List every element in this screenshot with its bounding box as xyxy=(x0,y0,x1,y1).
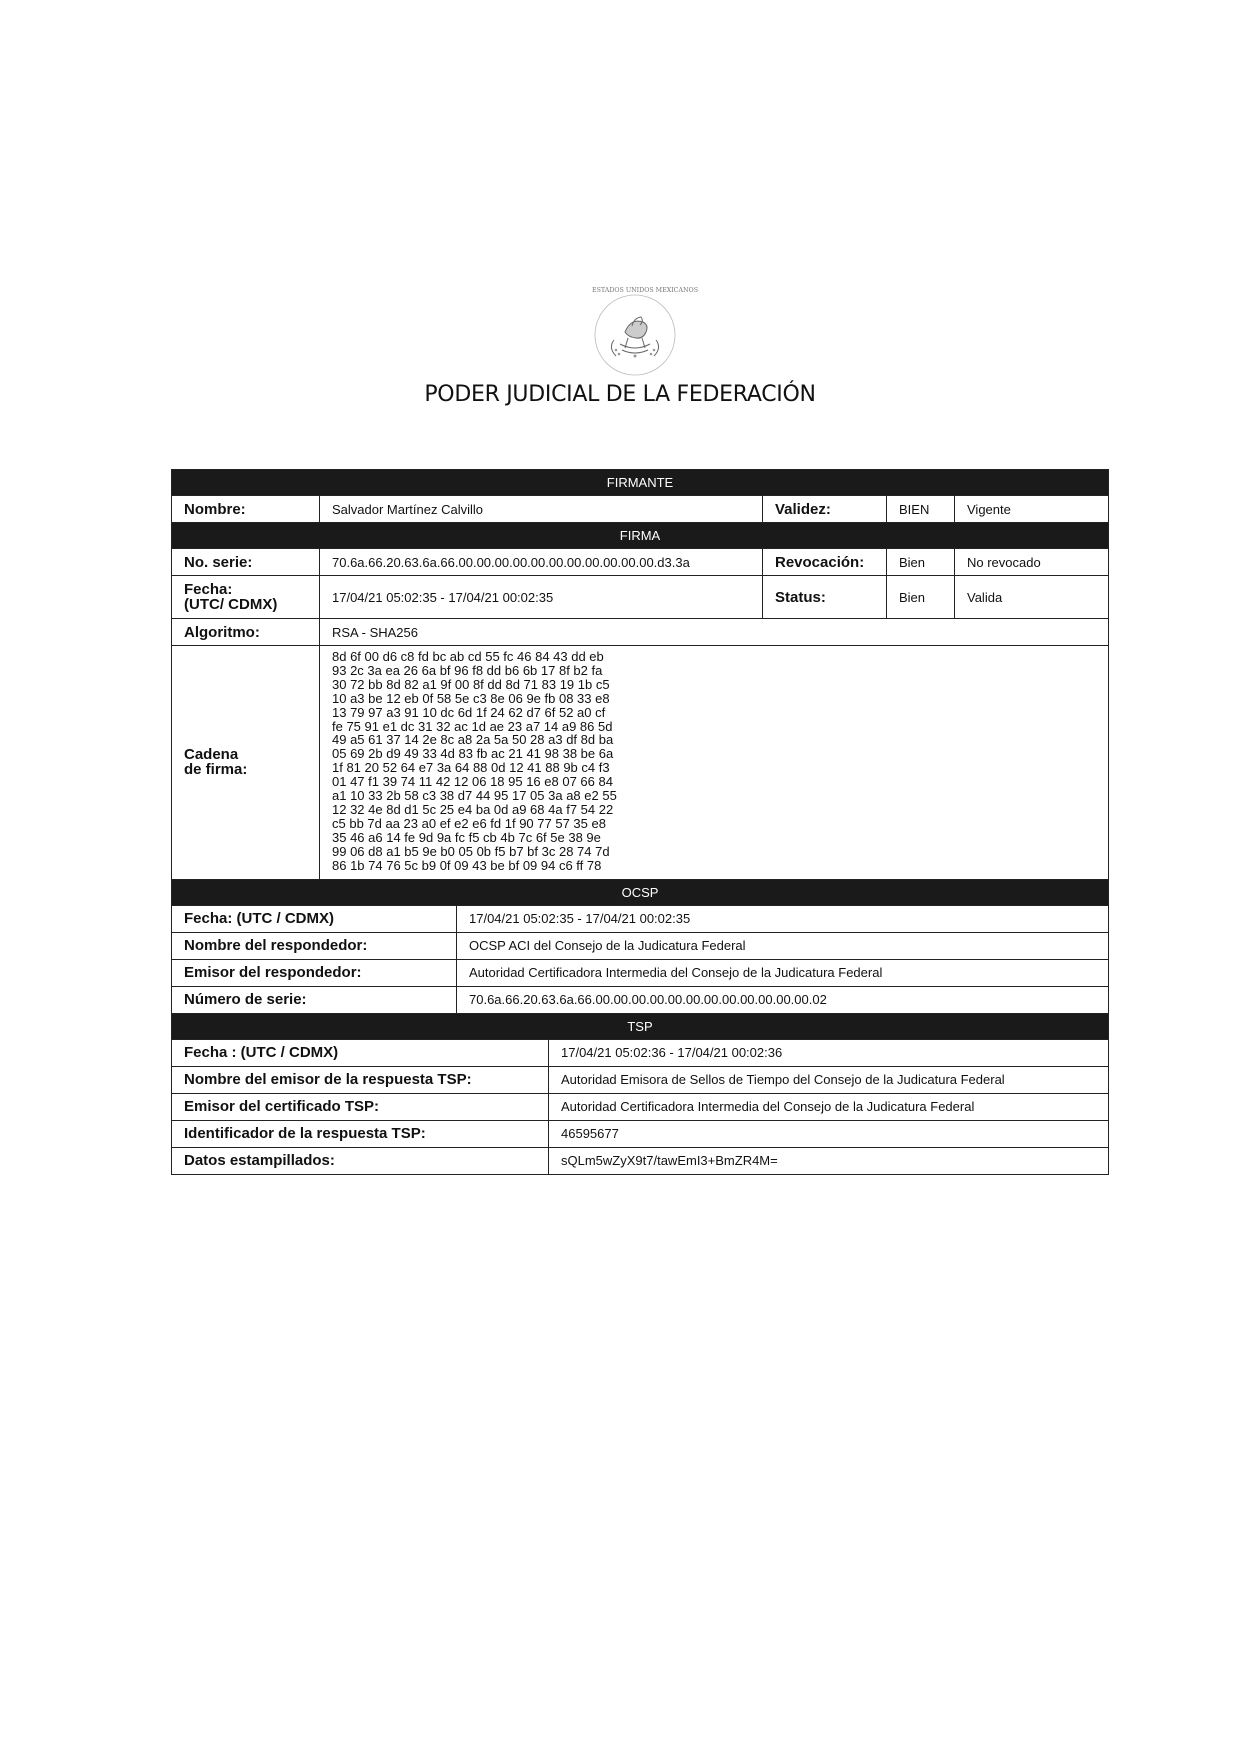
ocsp-nombre-value: OCSP ACI del Consejo de la Judicatura Federal xyxy=(457,932,1109,959)
hex-line: 35 46 a6 14 fe 9d 9a fc f5 cb 4b 7c 6f 5e 38 9e xyxy=(332,829,601,845)
tsp-nombre-label: Nombre del emisor de la respuesta TSP: xyxy=(172,1066,549,1093)
ocsp-fecha-value: 17/04/21 05:02:35 - 17/04/21 00:02:35 xyxy=(457,905,1109,932)
validez-value: Vigente xyxy=(955,496,1109,523)
serie-value: 70.6a.66.20.63.6a.66.00.00.00.00.00.00.00.00.00.00.00.d3.3a xyxy=(320,549,763,576)
hex-line: 93 2c 3a ea 26 6a bf 96 f8 dd b6 6b 17 8f b2 fa xyxy=(332,662,603,678)
hex-line: 99 06 d8 a1 b5 9e b0 05 0b f5 b7 bf 3c 28 74 7d xyxy=(332,843,610,859)
hex-line: 30 72 bb 8d 82 a1 9f 00 8f dd 8d 71 83 19 1b c5 xyxy=(332,676,610,692)
tsp-emisor-value: Autoridad Certificadora Intermedia del Consejo de la Judicatura Federal xyxy=(549,1093,1109,1120)
table-row xyxy=(172,932,1109,959)
hex-line: 10 a3 be 12 eb 0f 58 5e c3 8e 06 9e fb 08 33 e8 xyxy=(332,690,610,706)
table-row xyxy=(172,576,1109,619)
table-row xyxy=(172,619,1109,646)
tsp-datos-value: sQLm5wZyX9t7/tawEmI3+BmZR4M= xyxy=(549,1147,1109,1174)
table-row xyxy=(172,1120,1109,1147)
certificate-table xyxy=(171,469,1109,1175)
tsp-datos-label: Datos estampillados: xyxy=(172,1147,549,1174)
organization-title: PODER JUDICIAL DE LA FEDERACIÓN xyxy=(424,382,816,407)
algoritmo-value: RSA - SHA256 xyxy=(320,619,1109,646)
tsp-fecha-value: 17/04/21 05:02:36 - 17/04/21 00:02:36 xyxy=(549,1039,1109,1066)
revocacion-result: Bien xyxy=(887,549,955,576)
fecha-value: 17/04/21 05:02:35 - 17/04/21 00:02:35 xyxy=(320,576,763,619)
cadena-value xyxy=(320,646,1109,880)
ocsp-emisor-value: Autoridad Certificadora Intermedia del Consejo de la Judicatura Federal xyxy=(457,959,1109,986)
section-header-tsp: TSP xyxy=(172,1013,1109,1039)
tsp-nombre-value: Autoridad Emisora de Sellos de Tiempo del Consejo de la Judicatura Federal xyxy=(549,1066,1109,1093)
ocsp-emisor-label: Emisor del respondedor: xyxy=(172,959,457,986)
ocsp-serie-value: 70.6a.66.20.63.6a.66.00.00.00.00.00.00.00.00.00.00.00.00.02 xyxy=(457,986,1109,1013)
fecha-label-line2: (UTC/ CDMX) xyxy=(184,596,278,613)
revocacion-value: No revocado xyxy=(955,549,1109,576)
status-label: Status: xyxy=(763,576,887,619)
validez-result: BIEN xyxy=(887,496,955,523)
seal-text: ESTADOS UNIDOS MEXICANOS xyxy=(592,287,699,294)
fecha-label-line1: Fecha: xyxy=(184,581,233,598)
status-result: Bien xyxy=(887,576,955,619)
table-row xyxy=(172,496,1109,523)
cadena-label-line1: Cadena xyxy=(184,746,239,764)
algoritmo-label: Algoritmo: xyxy=(172,619,320,646)
table-row xyxy=(172,905,1109,932)
nombre-label: Nombre: xyxy=(172,496,320,523)
cadena-label-line2: de firma: xyxy=(184,761,248,779)
table-row xyxy=(172,1093,1109,1120)
hex-line: 8d 6f 00 d6 c8 fd bc ab cd 55 fc 46 84 43 dd eb xyxy=(332,649,604,664)
revocacion-label: Revocación: xyxy=(763,549,887,576)
tsp-fecha-label: Fecha : (UTC / CDMX) xyxy=(172,1039,549,1066)
section-header-firma: FIRMA xyxy=(172,523,1109,549)
ocsp-serie-label: Número de serie: xyxy=(172,986,457,1013)
coat-of-arms-seal-icon xyxy=(592,287,699,378)
hex-line: 13 79 97 a3 91 10 dc 6d 1f 24 62 d7 6f 52 a0 cf xyxy=(332,704,606,720)
validez-label: Validez: xyxy=(763,496,887,523)
cadena-label xyxy=(172,646,320,880)
table-row xyxy=(172,959,1109,986)
nombre-value: Salvador Martínez Calvillo xyxy=(320,496,763,523)
hex-line: a1 10 33 2b 58 c3 38 d7 44 95 17 05 3a a8 e2 55 xyxy=(332,788,617,804)
table-row xyxy=(172,646,1109,880)
status-value: Valida xyxy=(955,576,1109,619)
hex-line: 01 47 f1 39 74 11 42 12 06 18 95 16 e8 07 66 84 xyxy=(332,774,613,790)
table-row xyxy=(172,1039,1109,1066)
hex-line: 86 1b 74 76 5c b9 0f 09 43 be bf 09 94 c6 ff 78 xyxy=(332,857,602,873)
tsp-id-value: 46595677 xyxy=(549,1120,1109,1147)
tsp-id-label: Identificador de la respuesta TSP: xyxy=(172,1120,549,1147)
serie-label: No. serie: xyxy=(172,549,320,576)
table-row xyxy=(172,1147,1109,1174)
table-row xyxy=(172,1066,1109,1093)
section-header-firmante: FIRMANTE xyxy=(172,470,1109,496)
hex-line: 49 a5 61 37 14 2e 8c a8 2a 5a 50 28 a3 df 8d ba xyxy=(332,732,614,748)
table-row xyxy=(172,549,1109,576)
hex-line: fe 75 91 e1 dc 31 32 ac 1d ae 23 a7 14 a9 86 5d xyxy=(332,718,613,734)
hex-line: c5 bb 7d aa 23 a0 ef e2 e6 fd 1f 90 77 57 35 e8 xyxy=(332,815,606,831)
section-header-ocsp: OCSP xyxy=(172,879,1109,905)
hex-line: 05 69 2b d9 49 33 4d 83 fb ac 21 41 98 38 be 6a xyxy=(332,746,614,762)
ocsp-nombre-label: Nombre del respondedor: xyxy=(172,932,457,959)
fecha-label xyxy=(172,576,320,619)
tsp-emisor-label: Emisor del certificado TSP: xyxy=(172,1093,549,1120)
hex-line: 12 32 4e 8d d1 5c 25 e4 ba 0d a9 68 4a f7 54 22 xyxy=(332,801,614,817)
table-row xyxy=(172,986,1109,1013)
hex-line: 1f 81 20 52 64 e7 3a 64 88 0d 12 41 88 9b c4 f3 xyxy=(332,760,610,776)
ocsp-fecha-label: Fecha: (UTC / CDMX) xyxy=(172,905,457,932)
